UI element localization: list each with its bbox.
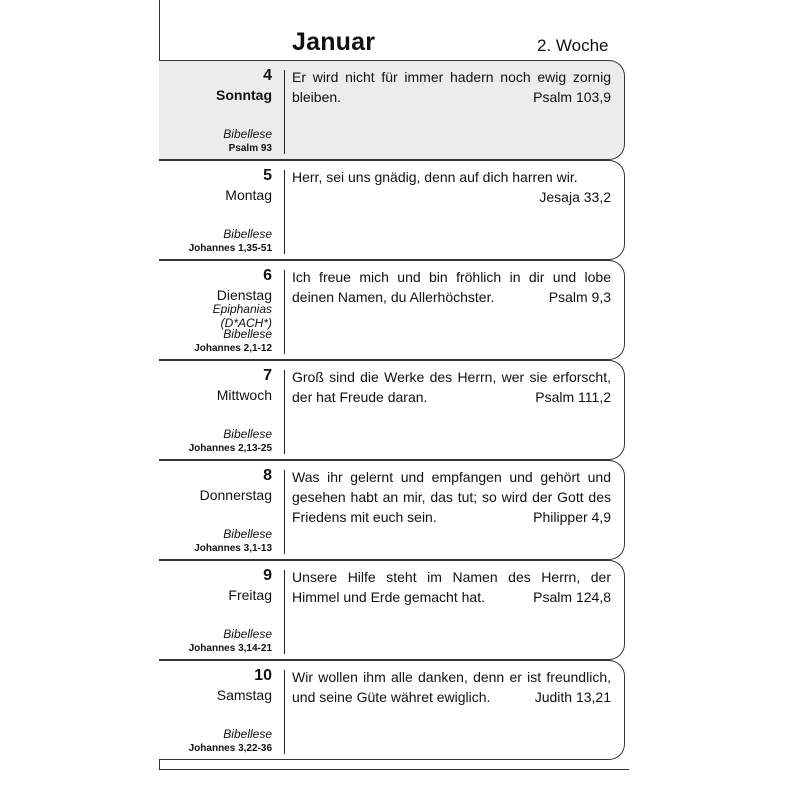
column-divider: [284, 470, 285, 554]
day-entry-friday: [159, 560, 625, 660]
day-info: [159, 661, 272, 759]
day-entry-monday: [159, 160, 625, 260]
date-number: 4: [263, 67, 272, 84]
day-entry-thursday: [159, 460, 625, 560]
bibellese-reference: Johannes 3,22-36: [188, 743, 272, 754]
weekday-name: Sonntag: [216, 87, 272, 103]
bibellese-reference: Johannes 3,14-21: [188, 643, 272, 654]
bibellese-label: Bibellese: [223, 727, 272, 741]
verse-reference: Psalm 9,3: [548, 289, 611, 305]
column-divider: [284, 170, 285, 254]
day-info: [159, 561, 272, 659]
verse-reference: Judith 13,21: [534, 689, 611, 705]
day-info: [159, 361, 272, 459]
bibellese-reference: Johannes 2,13-25: [188, 443, 272, 454]
weekday-name: Freitag: [228, 587, 272, 603]
verse-text: [292, 267, 611, 307]
column-divider: [284, 670, 285, 754]
day-info: [159, 261, 272, 359]
column-divider: [284, 270, 285, 354]
date-number: 6: [263, 267, 272, 284]
weekday-name: Montag: [225, 187, 272, 203]
verse-body: Er wird nicht für immer hadern noch ewig zornig bleiben.: [292, 69, 611, 105]
weekday-name: Mittwoch: [216, 387, 272, 403]
week-label: 2. Woche: [537, 36, 609, 55]
day-info: [159, 161, 272, 259]
weekday-name: Samstag: [216, 687, 272, 703]
bibellese-label: Bibellese: [223, 127, 272, 141]
day-entry-tuesday: [159, 260, 625, 360]
day-entry-wednesday: [159, 360, 625, 460]
bibellese-reference: Johannes 1,35-51: [188, 243, 272, 254]
verse-body: Was ihr gelernt und empfangen und gehört und gesehen habt an mir, das tut; so wird der Gott des Friedens mit euch sein.: [292, 469, 611, 525]
bibellese-reference: Johannes 2,1-12: [194, 343, 272, 354]
verse-text: [292, 467, 611, 527]
date-number: 7: [263, 367, 272, 384]
bibellese-reference: Psalm 93: [228, 143, 272, 154]
verse-reference: Psalm 111,2: [535, 389, 611, 405]
verse-body: Herr, sei uns gnädig, denn auf dich harren wir.: [292, 169, 578, 185]
bibellese-label: Bibellese: [223, 627, 272, 641]
verse-text: [292, 167, 611, 207]
verse-body: Groß sind die Werke des Herrn, wer sie erforscht, der hat Freude daran.: [292, 369, 611, 405]
page-header: [159, 0, 640, 60]
verse-reference: Philipper 4,9: [533, 509, 611, 525]
page-bottom-border: [159, 769, 629, 770]
month-title: Januar: [292, 28, 376, 56]
verse-text: [292, 567, 611, 607]
weekday-name: Dienstag: [216, 287, 272, 303]
verse-body: Ich freue mich und bin fröhlich in dir und lobe deinen Namen, du Allerhöchster.: [292, 269, 611, 305]
bibellese-label: Bibellese: [223, 227, 272, 241]
date-number: 8: [263, 467, 272, 484]
bibellese-label: Bibellese: [223, 527, 272, 541]
verse-text: [292, 367, 611, 407]
column-divider: [284, 70, 285, 154]
day-entry-sunday: [159, 60, 625, 160]
column-divider: [284, 370, 285, 454]
verse-text: [292, 67, 611, 107]
calendar-page: [159, 0, 640, 800]
bibellese-reference: Johannes 3,1-13: [194, 543, 272, 554]
verse-reference: Psalm 124,8: [533, 589, 611, 605]
verse-reference: Jesaja 33,2: [539, 189, 611, 205]
date-number: 5: [263, 167, 272, 184]
verse-reference: Psalm 103,9: [533, 89, 611, 105]
feast-day: Epiphanias (D*ACH*): [212, 302, 272, 330]
day-info: [159, 61, 272, 159]
verse-body: Wir wollen ihm alle danken, denn er ist freundlich, und seine Güte währet ewiglich.: [292, 669, 611, 705]
day-entry-saturday: [159, 660, 625, 760]
date-number: 9: [263, 567, 272, 584]
weekday-name: Donnerstag: [199, 487, 272, 503]
verse-body: Unsere Hilfe steht im Namen des Herrn, der Himmel und Erde gemacht hat.: [292, 569, 611, 605]
verse-text: [292, 667, 611, 707]
bibellese-label: Bibellese: [223, 327, 272, 341]
day-info: [159, 461, 272, 559]
date-number: 10: [254, 667, 272, 684]
column-divider: [284, 570, 285, 654]
bibellese-label: Bibellese: [223, 427, 272, 441]
